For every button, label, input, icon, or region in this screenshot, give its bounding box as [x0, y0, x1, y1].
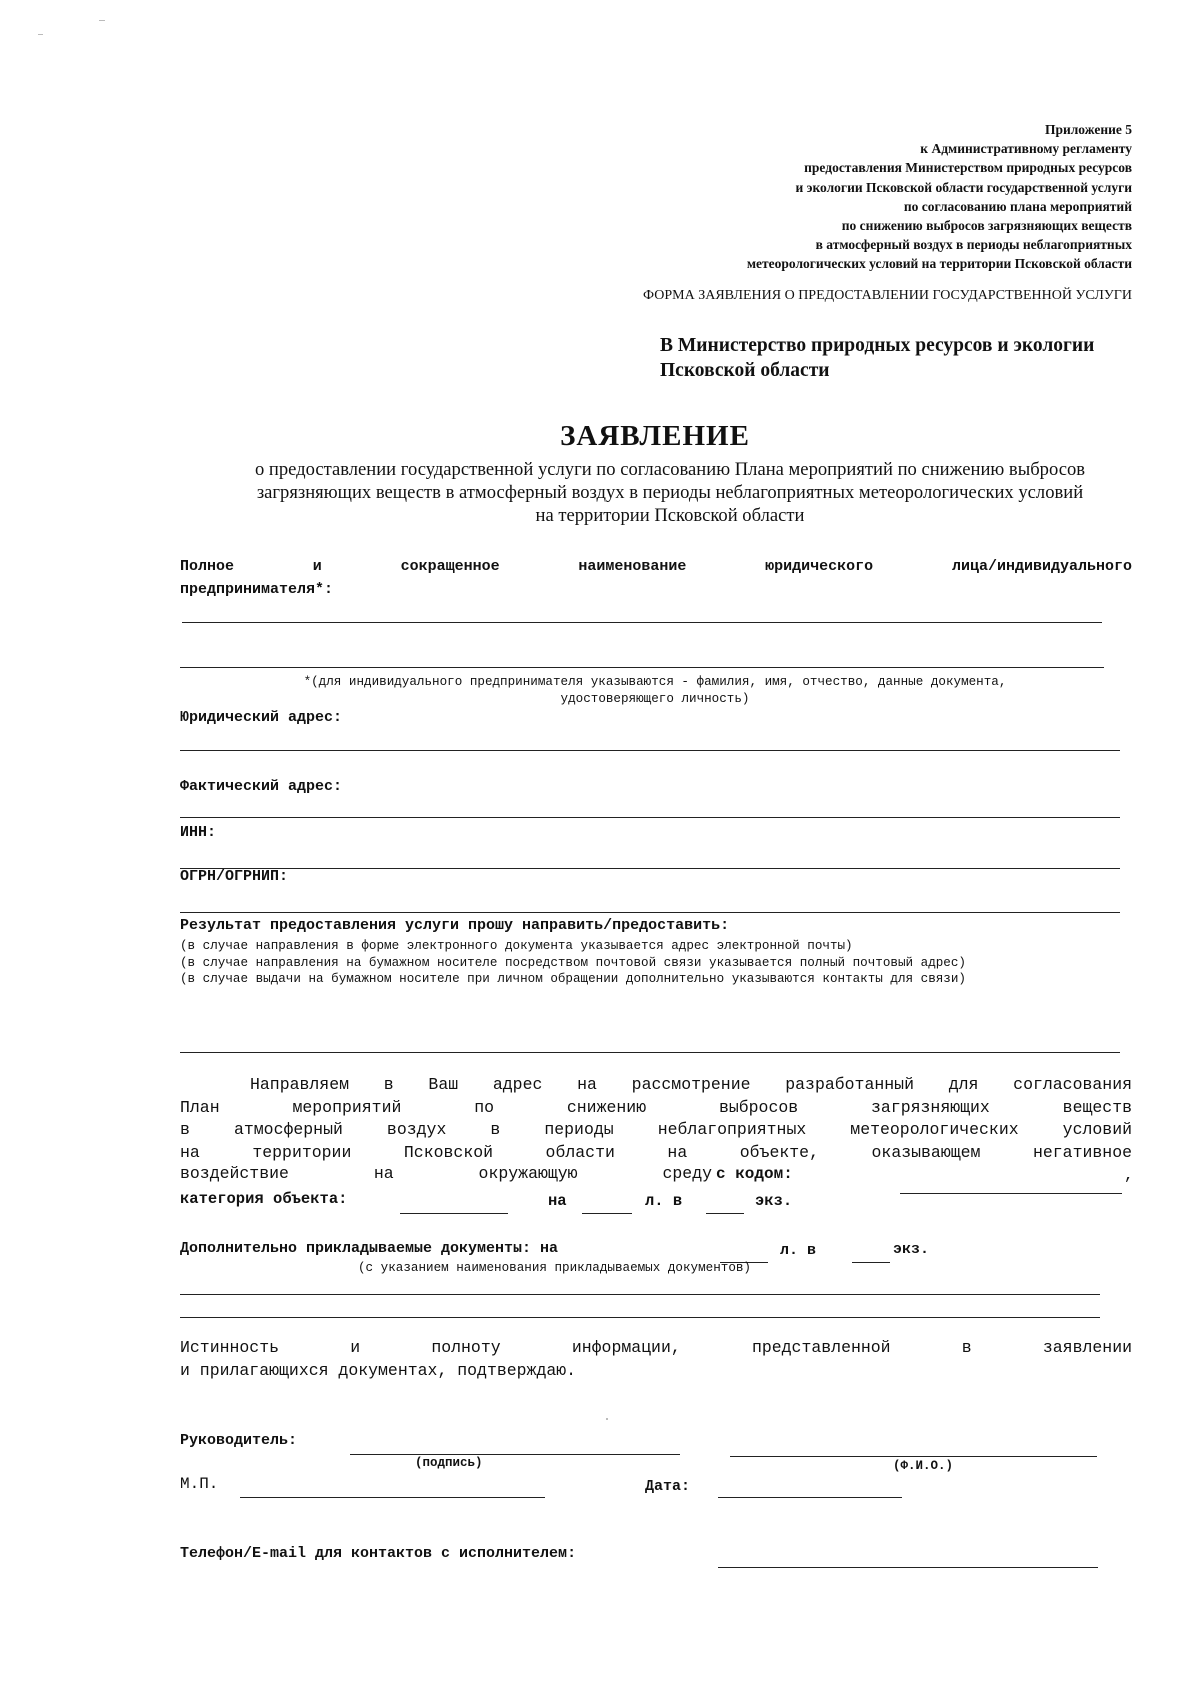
form-title: ФОРМА ЗАЯВЛЕНИЯ О ПРЕДОСТАВЛЕНИИ ГОСУДАРСТВЕННОЙ УСЛУГИ: [643, 288, 1132, 303]
scan-speck: [606, 1418, 608, 1420]
full-name-label-cont: предпринимателя*:: [180, 581, 334, 598]
result-note: (в случае направления на бумажном носителе посредством почтовой связи указывается полный почтовый адрес): [180, 955, 966, 970]
addressee: [660, 333, 1094, 383]
subtitle-line: загрязняющих веществ в атмосферный воздух в периоды неблагоприятных метеорологических условий: [256, 482, 1084, 503]
paragraph-line: План мероприятий по снижению выбросов загрязняющих веществ: [180, 1097, 1132, 1117]
result-label: Результат предоставления услуги прошу направить/предоставить:: [180, 917, 730, 934]
inn-label: ИНН:: [180, 824, 217, 841]
full-name-label: Полное и сокращенное наименование юридического лица/индивидуального: [180, 558, 1132, 575]
date-field[interactable]: [718, 1497, 902, 1498]
footnote-line: *(для индивидуального предпринимателя указываются - фамилия, имя, отчество, данные документа,: [303, 675, 1007, 689]
head-label: Руководитель:: [180, 1432, 298, 1449]
copies-label: экз.: [755, 1192, 793, 1210]
attachments-field[interactable]: [180, 1294, 1100, 1295]
signature-field[interactable]: [350, 1454, 680, 1455]
confirmation: [180, 1336, 1132, 1382]
appendix-line: Приложение 5: [1044, 122, 1132, 137]
comma: ,: [1124, 1166, 1134, 1184]
date-label: Дата:: [645, 1478, 691, 1495]
copies-field[interactable]: [706, 1213, 744, 1214]
on-label: на: [548, 1192, 567, 1210]
legal-address-label: Юридический адрес:: [180, 709, 343, 726]
subtitle-line: о предоставлении государственной услуги по согласованию Плана мероприятий по снижению выбросов: [254, 459, 1086, 480]
document-subtitle: [190, 458, 1150, 527]
appendix-line: по снижению выбросов загрязняющих веществ: [841, 218, 1132, 234]
addressee-line: В Министерство природных ресурсов и экологии: [660, 335, 1095, 356]
appendix-line: по согласованию плана мероприятий: [903, 198, 1132, 214]
stamp-field[interactable]: [240, 1497, 545, 1498]
appendix-line: и экологии Псковской области государственной услуги: [795, 179, 1132, 195]
with-code-label: с кодом:: [716, 1165, 793, 1183]
stamp-label: М.П.: [180, 1475, 219, 1493]
paragraph-line: на территории Псковской области на объекте, оказывающем негативное: [180, 1142, 1132, 1162]
addressee-line: Псковской области: [660, 360, 830, 381]
appendix-line: в атмосферный воздух в периоды неблагоприятных: [815, 237, 1132, 253]
signature-caption: (подпись): [415, 1456, 483, 1470]
scan-speck: [99, 20, 105, 21]
full-name-field-2[interactable]: [180, 667, 1104, 668]
result-notes: [180, 938, 1135, 988]
request-paragraph: [180, 1074, 1132, 1164]
confirmation-line: Истинность и полноту информации, представленной в заявлении: [180, 1338, 1132, 1357]
scan-speck: [38, 34, 43, 35]
actual-address-label: Фактический адрес:: [180, 778, 343, 795]
ogrn-label: ОГРН/ОГРНИП:: [180, 868, 289, 885]
result-note: (в случае направления в форме электронного документа указывается адрес электронной почты): [180, 939, 853, 953]
appendix-line: к Административному регламенту: [920, 141, 1132, 157]
pages-field[interactable]: [582, 1213, 632, 1214]
paragraph-line: в атмосферный воздух в периоды неблагоприятных метеорологических условий: [180, 1120, 1132, 1139]
attachments-label: Дополнительно прикладываемые документы: на: [180, 1240, 559, 1257]
appendix-line: предоставления Министерством природных ресурсов: [804, 160, 1132, 176]
ogrn-field[interactable]: [180, 912, 1120, 913]
contact-field[interactable]: [718, 1567, 1098, 1568]
attachments-copies-field[interactable]: [852, 1262, 890, 1263]
pages-label: л. в: [645, 1192, 683, 1210]
paragraph-line-5: воздействие на окружающую среду: [180, 1164, 712, 1183]
footnote: [190, 674, 1120, 708]
attachments-field-2[interactable]: [180, 1317, 1100, 1318]
result-field[interactable]: [180, 1052, 1120, 1053]
attachments-pages-label: л. в: [780, 1242, 817, 1259]
document-title: ЗАЯВЛЕНИЕ: [560, 420, 750, 452]
footnote-line: удостоверяющего личность): [560, 692, 750, 706]
appendix-line: метеорологических условий на территории Псковской области: [746, 256, 1132, 272]
confirmation-line: и прилагающихся документах, подтверждаю.: [180, 1361, 577, 1380]
name-field[interactable]: [730, 1456, 1097, 1457]
subtitle-line: на территории Псковской области: [535, 505, 805, 526]
name-caption: (Ф.И.О.): [893, 1459, 954, 1473]
attachments-note: (с указанием наименования прикладываемых документов): [358, 1261, 751, 1275]
attachments-copies-label: экз.: [893, 1241, 930, 1258]
contact-label: Телефон/E-mail для контактов с исполнителем:: [180, 1545, 577, 1562]
category-label: категория объекта:: [180, 1190, 348, 1208]
full-name-field[interactable]: [182, 622, 1102, 623]
legal-address-field[interactable]: [180, 750, 1120, 751]
code-field[interactable]: [900, 1193, 1122, 1194]
actual-address-field[interactable]: [180, 817, 1120, 818]
inn-field[interactable]: [180, 868, 1120, 869]
paragraph-line: Направляем в Ваш адрес на рассмотрение разработанный для согласования: [250, 1075, 1132, 1094]
category-field[interactable]: [400, 1213, 508, 1214]
result-note: (в случае выдачи на бумажном носителе при личном обращении дополнительно указываются контакты для связи): [180, 972, 966, 987]
appendix-header: [560, 120, 1132, 274]
